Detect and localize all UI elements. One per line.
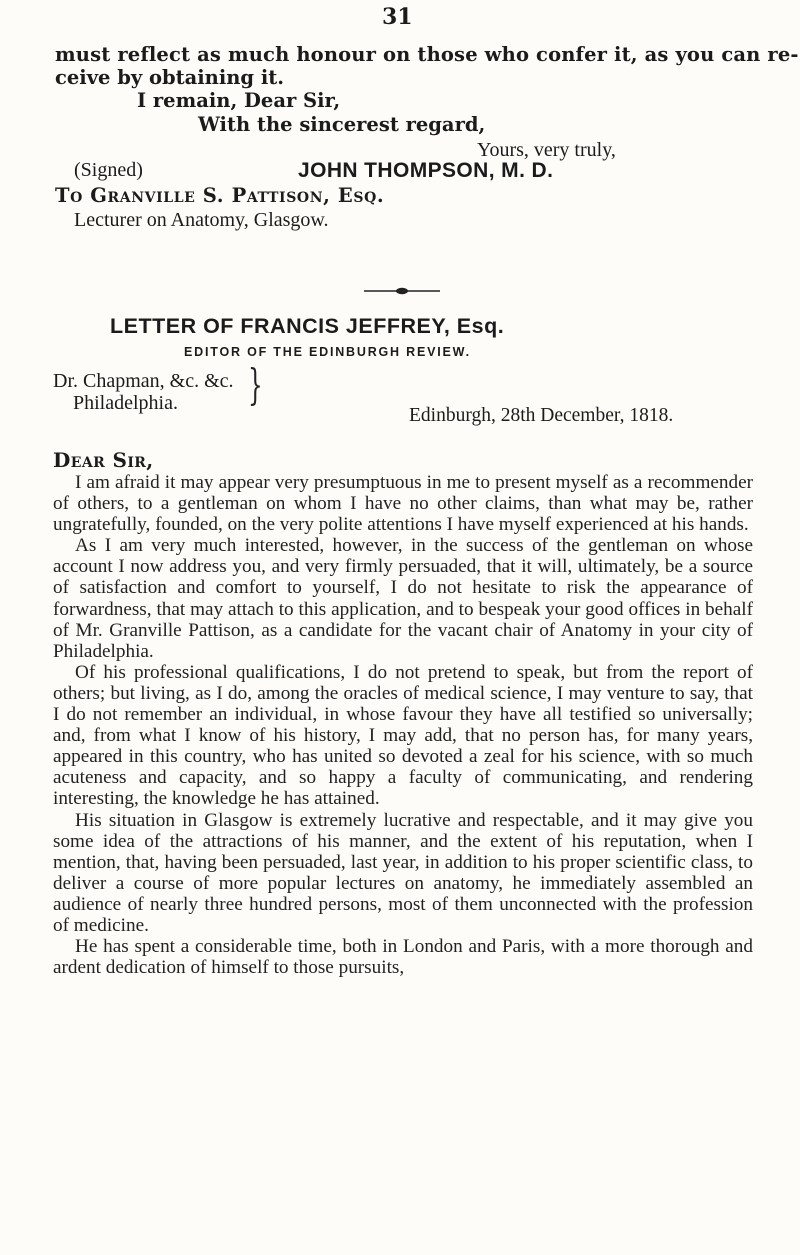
paragraph-5: He has spent a considerable time, both in London and Paris, with a more thorough and ardent dedication of himself to those pursuits, (53, 936, 753, 979)
recipient-title: Lecturer on Anatomy, Glasgow. (74, 209, 329, 231)
letter-body (53, 472, 753, 978)
letter-subheading: EDITOR OF THE EDINBURGH REVIEW. (184, 345, 471, 359)
salutation: Dear Sir, (53, 448, 154, 472)
addressee-line-2: Philadelphia. (73, 392, 178, 414)
dateline: Edinburgh, 28th December, 1818. (409, 405, 674, 426)
page-number: 31 (382, 4, 413, 30)
signed-label: (Signed) (74, 159, 143, 181)
signer-name: JOHN THOMPSON, M. D. (298, 159, 554, 182)
addressee-line-1: Dr. Chapman, &c. &c. (53, 370, 234, 392)
closing-regard: With the sincerest regard, (198, 113, 486, 136)
letter-heading: LETTER OF FRANCIS JEFFREY, Esq. (110, 314, 505, 338)
closing-line-1: must reflect as much honour on those who confer it, as you can re- (55, 43, 799, 66)
ornament-rule-icon (362, 285, 442, 297)
recipient-name: To Granville S. Pattison, Esq. (55, 184, 385, 207)
paragraph-4: His situation in Glasgow is extremely lucrative and respectable, and it may give you some idea of the attractions of his manner, and the extent of his reputation, when I mention, that, having been persuaded, last year, in addition to his proper scientific class, to deliver a course of more popular lectures on anatomy, he immediately assembled an audience of nearly three hundred persons, most of them unconnected with the profession of medicine. (53, 809, 753, 936)
closing-remain: I remain, Dear Sir, (137, 89, 341, 112)
paragraph-3: Of his professional qualifications, I do not pretend to speak, but from the report of others; but living, as I do, among the oracles of medical science, I may venture to say, that I do not remember an individual, in whose favour they have all testified so universally; and, from what I know of his history, I may add, that no person has, for many years, appeared in this country, who has united so devoted a zeal for his science, with so much acuteness and capacity, and so happy a faculty of communicating, and rendering interesting, the knowledge he has attained. (53, 661, 753, 810)
closing-yours: Yours, very truly, (477, 139, 616, 161)
closing-line-2: ceive by obtaining it. (55, 66, 285, 89)
brace-icon: } (248, 360, 263, 409)
paragraph-1: I am afraid it may appear very presumptuous in me to present myself as a recommender of others, to a gentleman on whom I have no other claims, than what may be, rather ungratefully, founded, on the very polite attentions I have myself experienced at his hands. (53, 472, 753, 536)
paragraph-2: As I am very much interested, however, in the success of the gentleman on whose account I now address you, and very firmly persuaded, that it will, ultimately, be a source of satisfaction and comfort to yourself, I do not hesitate to risk the appearance of forwardness, that may attach to this application, and to bespeak your good offices in behalf of Mr. Granville Pattison, as a candidate for the vacant chair of Anatomy in your city of Philadelphia. (53, 535, 753, 662)
